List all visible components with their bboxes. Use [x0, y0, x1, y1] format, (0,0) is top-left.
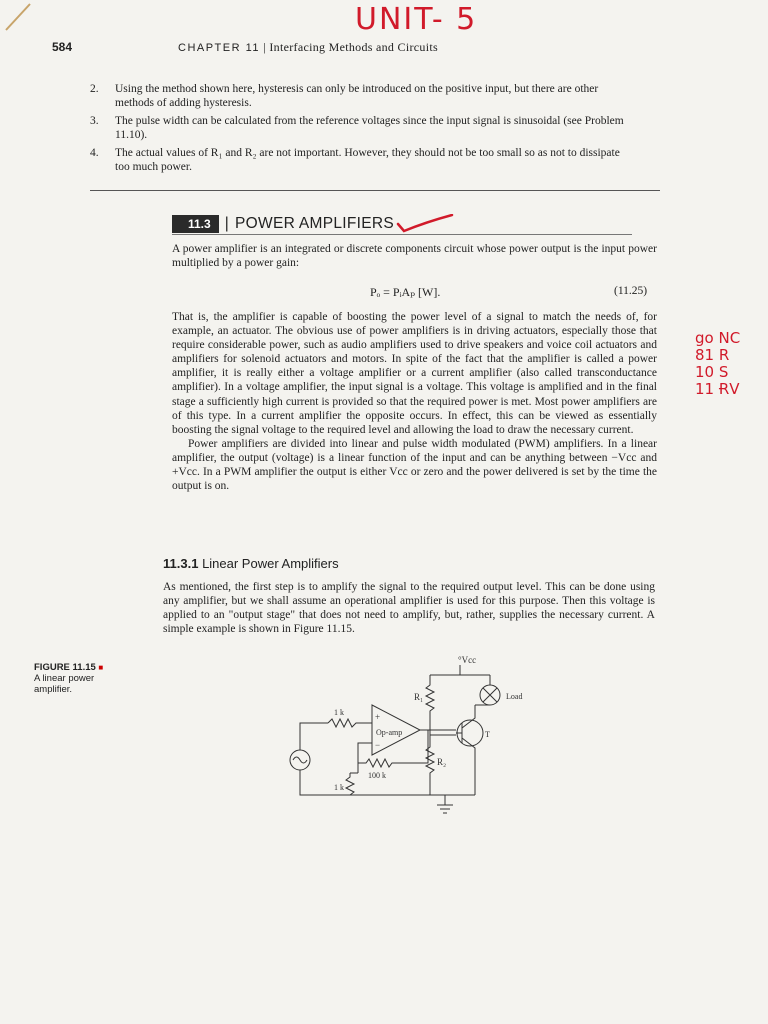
subsection-title: Linear Power Amplifiers [202, 556, 339, 571]
handwritten-margin-note: go NC 81 R 10 S 11 ɌV [695, 329, 741, 398]
label-r-feedback: 100 k [368, 771, 386, 780]
chapter-label: CHAPTER 11 [178, 42, 261, 54]
label-r2: R₂ [437, 757, 447, 767]
note-text: The actual values of R₁ and R₂ are not important. However, they should not be too small so as not to dissipate too much power. [115, 147, 620, 173]
figure-caption-line: A linear power [34, 673, 95, 684]
equation-number: (11.25) [614, 285, 648, 297]
sine-wave-icon [293, 757, 307, 763]
section-number: 11.3 [172, 215, 219, 233]
page-number: 584 [52, 40, 73, 54]
label-transistor: T [485, 730, 490, 739]
paragraph-power-amplifier: That is, the amplifier is capable of boosting the power level of a signal to match the needs of, for example, an actuator. The obvious use of power amplifiers is in driving actuators, especially those that require considerable power, such as audio amplifiers used to drive speakers and voice coil actuators and amplifiers for solenoid actuators and motors. In spite of the fact that the amplifier is called a power amplifier, it is really either a voltage amplifier or a current amplifier (also called transconductance amplifier). In a voltage amplifier, the input signal is a voltage. This voltage is amplified and in the final stage a sufficiently high current is provided so that the required power is met. Most power amplifiers are of this type. In a current amplifier the opposite occurs. In effect, this can be viewed as essentially boosting the signal voltage to the required level and allowing the load to draw the necessary current. [172, 311, 657, 436]
figure-bullet: ■ [98, 663, 104, 672]
subsection-number: 11.3.1 [163, 556, 199, 571]
resistor-r1 [426, 675, 434, 725]
label-r-ground: 1 k [334, 783, 344, 792]
label-r1: R₁ [414, 692, 424, 702]
input-resistor [328, 719, 372, 727]
subsection-heading [163, 556, 339, 571]
power-equation: Pₒ = PᵢAₚ [W]. [370, 285, 441, 299]
linear-power-amplifier-circuit [280, 655, 540, 825]
label-plus: + [375, 712, 381, 722]
section-title: POWER AMPLIFIERS [235, 215, 394, 232]
note-text: The pulse width can be calculated from the reference voltages since the input signal is sinusoidal (see Problem 11.10). [115, 115, 624, 141]
section-separator: | [224, 215, 230, 232]
label-load: Load [506, 692, 523, 701]
figure-caption-line: amplifier. [34, 684, 73, 695]
figure-id: FIGURE 11.15 [34, 662, 96, 673]
paragraph-amplifier-types: Power amplifiers are divided into linear and pulse width modulated (PWM) amplifiers. In a linear amplifier, the output (voltage) is a linear function of the input and can be anything between −Vcc and +Vcc. In a PWM amplifier the output is either Vcc or zero and the power delivered is set by the time the output is on. [172, 437, 657, 493]
figure-caption [34, 662, 103, 695]
numbered-notes [90, 82, 635, 178]
resistor-r2 [426, 735, 434, 795]
label-r-input: 1 k [334, 708, 344, 717]
main-text [172, 310, 657, 493]
linear-amplifier-paragraph: As mentioned, the first step is to amplify the signal to the required output level. This can be done using any amplifier, but we shall assume an operational amplifier is used for this purpose. Then this voltage is applied to an "output stage" that does not need to amplify, but, rather, supplies the necessary current. A simple example is shown in Figure 11.15. [163, 581, 655, 636]
running-head [178, 40, 438, 55]
label-minus: − [375, 740, 381, 750]
note-text: Using the method shown here, hysteresis can only be introduced on the positive input, but there are other methods of adding hysteresis. [115, 83, 599, 109]
header-separator: | [263, 40, 267, 54]
note-item [90, 82, 635, 110]
section-underline [172, 234, 632, 235]
chapter-title: Interfacing Methods and Circuits [269, 40, 438, 54]
note-number: 2. [90, 83, 99, 95]
label-vcc: °Vcc [458, 655, 477, 665]
note-item [90, 146, 635, 174]
divider-rule [90, 190, 660, 191]
section-heading [172, 214, 456, 234]
note-number: 4. [90, 147, 99, 159]
pen-stroke-mark [0, 0, 40, 40]
handwritten-unit-title: UNIT- 5 [355, 2, 478, 37]
note-number: 3. [90, 115, 99, 127]
red-check-mark [396, 214, 456, 234]
label-opamp: Op-amp [376, 728, 403, 737]
note-item [90, 114, 635, 142]
intro-paragraph: A power amplifier is an integrated or discrete components circuit whose power output is the input power multiplied by a power gain: [172, 243, 657, 270]
ground-icon [437, 805, 453, 813]
